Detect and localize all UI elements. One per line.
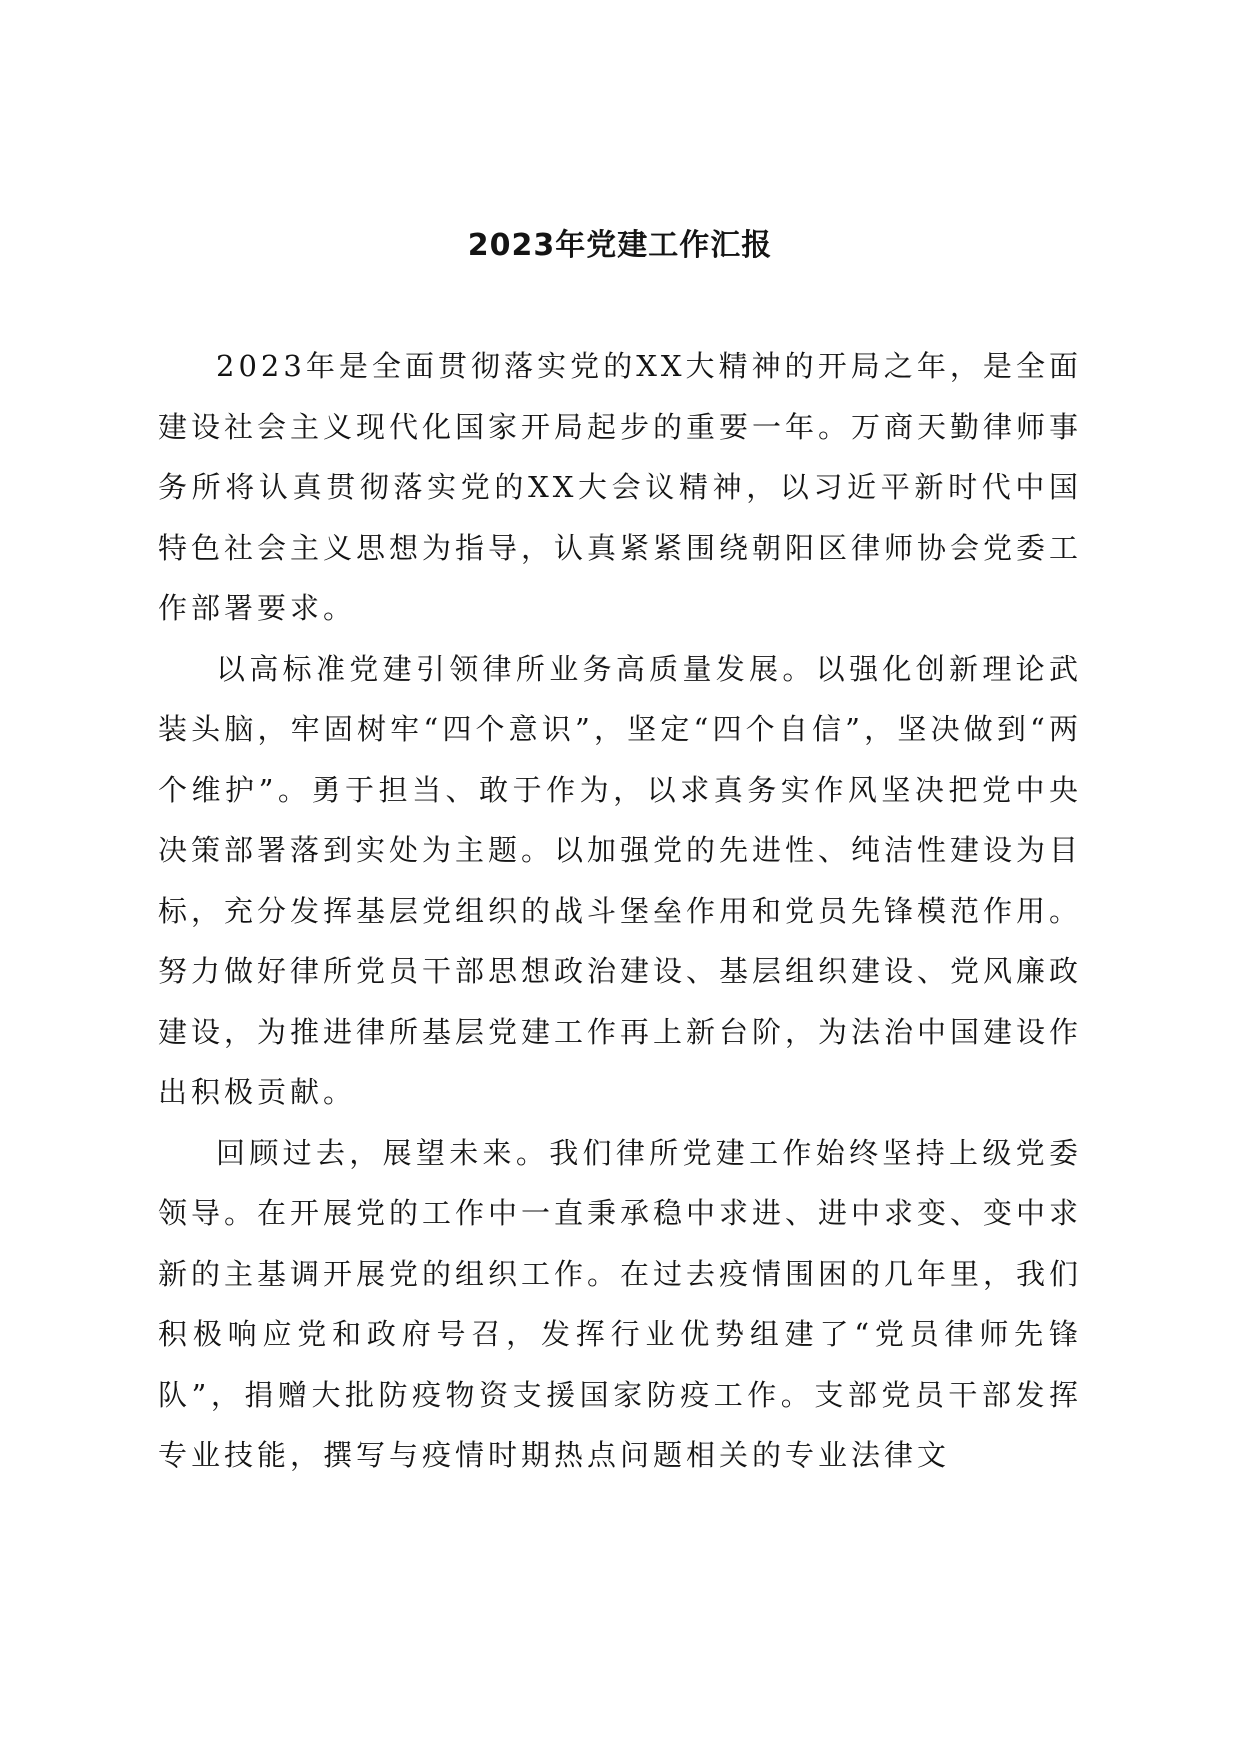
document-body xyxy=(158,336,1082,1486)
body-paragraph-2: 以高标准党建引领律所业务高质量发展。以强化创新理论武装头脑，牢固树牢“四个意识”，坚定“四个自信”，坚决做到“两个维护”。勇于担当、敢于作为，以求真务实作风坚决把党中央决策部署落到实处为主题。以加强党的先进性、纯洁性建设为目标，充分发挥基层党组织的战斗堡垒作用和党员先锋模范作用。努力做好律所党员干部思想政治建设、基层组织建设、党风廉政建设，为推进律所基层党建工作再上新台阶，为法治中国建设作出积极贡献。 xyxy=(158,651,1083,1109)
body-paragraph-1: 2023年是全面贯彻落实党的XX大精神的开局之年，是全面建设社会主义现代化国家开局起步的重要一年。万商天勤律师事务所将认真贯彻落实党的XX大会议精神，以习近平新时代中国特色社会主义思想为指导，认真紧紧围绕朝阳区律师协会党委工作部署要求。 xyxy=(158,349,1083,625)
document-title: 2023年党建工作汇报 xyxy=(467,228,773,263)
body-paragraph-3: 回顾过去，展望未来。我们律所党建工作始终坚持上级党委领导。在开展党的工作中一直秉承稳中求进、进中求变、变中求新的主基调开展党的组织工作。在过去疫情围困的几年里，我们积极响应党和政府号召，发挥行业优势组建了“党员律师先锋队”，捐赠大批防疫物资支援国家防疫工作。支部党员干部发挥专业技能，撰写与疫情时期热点问题相关的专业法律文 xyxy=(158,1135,1083,1472)
